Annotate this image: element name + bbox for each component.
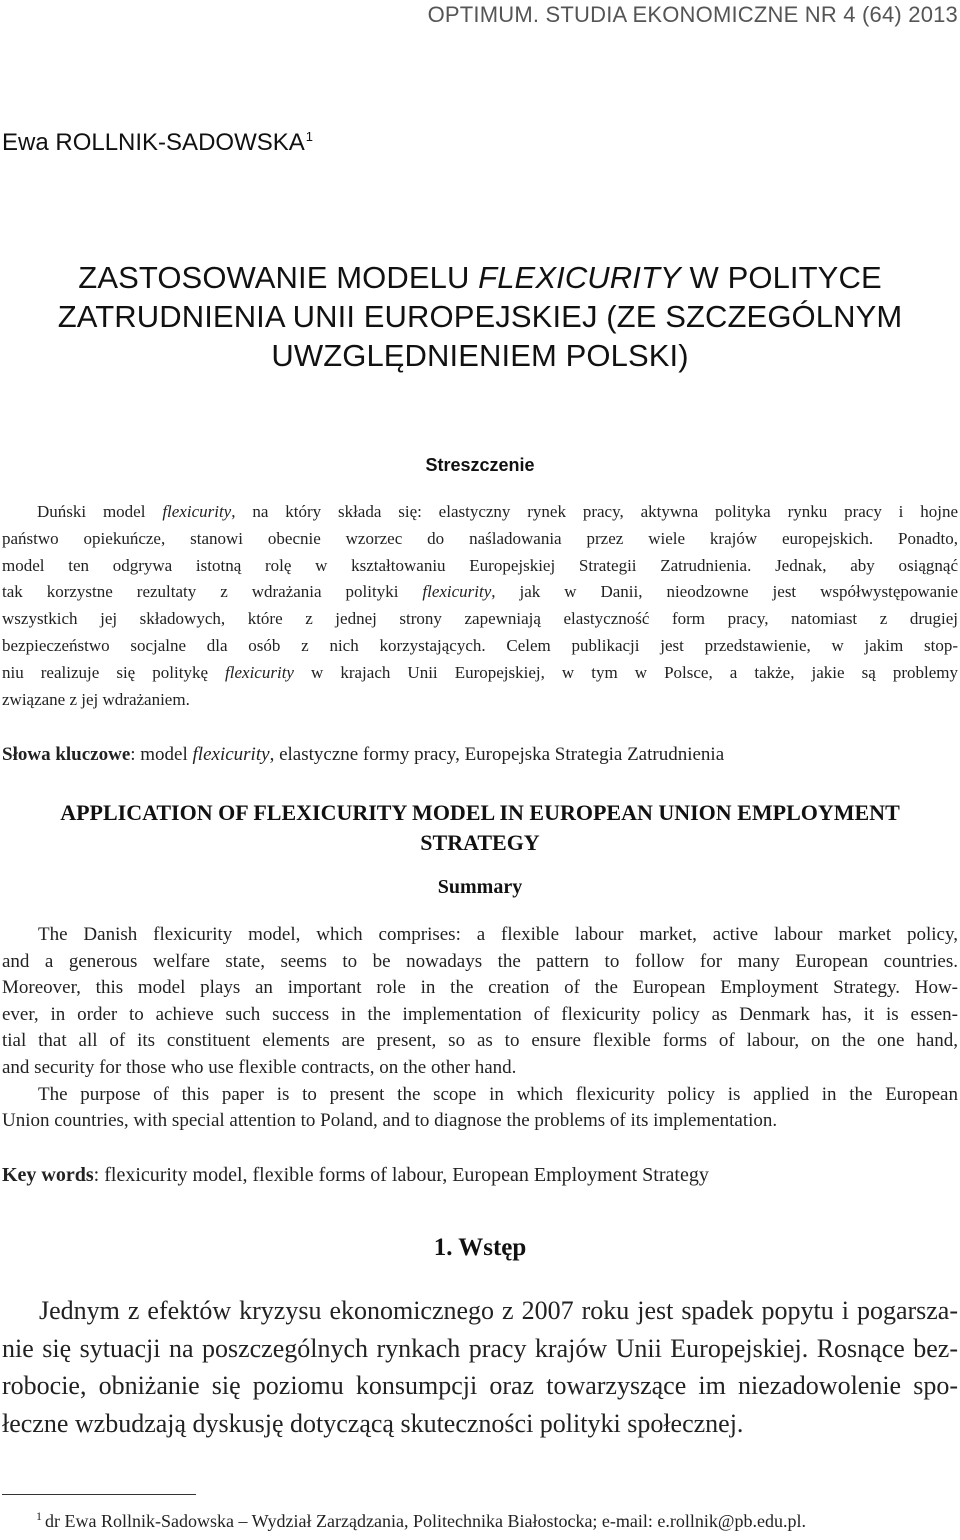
section-heading: 1. Wstęp [433,1234,527,1261]
keywords-label: Key words [2,1164,94,1186]
footnote [36,1509,806,1532]
abstract-line [2,660,958,687]
italic-term: flexicurity [162,502,232,521]
footnote-divider [2,1494,196,1495]
keywords-polish [2,744,724,766]
article-title-polish [0,258,960,375]
summary-english [2,922,958,1135]
summary-line: The purpose of this paper is to present the scope in which flexicurity policy is applied in the European [38,1083,958,1105]
journal-header: OPTIMUM. STUDIA EKONOMICZNE NR 4 (64) 2013 [427,2,958,27]
summary-line: The Danish flexicurity model, which comprises: a flexible labour market, active labour market policy, [38,924,958,945]
abstract-text: , na który składa się: elastyczny rynek pracy, aktywna polityka rynku pracy i hojne [231,502,959,521]
title-en-line-2: STRATEGY [420,830,540,855]
summary-heading: Summary [437,876,523,898]
abstract-line: wszystkich jej składowych, które z jednej strony zapewniają elastyczność form pracy, natomiast z drugiej [2,609,958,629]
abstract-text: , jak w Danii, nieodzowne jest współwystępowanie [491,582,958,602]
summary-line: and a generous welfare state, seems to be nowadays the pattern to follow for many European countries. [2,950,958,972]
abstract-polish [2,499,958,713]
summary-line: and security for those who use flexible contracts, on the other hand. [2,1056,517,1078]
keywords-english [2,1164,709,1187]
summary-line: tial that all of its constituent elements are present, so as to ensure flexible forms of labour, on the one hand, [2,1030,958,1052]
body-line: robocie, obniżanie się poziomu konsumpcji oraz towarzyszące im niezadowolenie spo- [2,1371,958,1400]
abstract-line: państwo opiekuńcze, stanowi obecnie wzorzec do naśladowania przez wiele krajów europejskich. Ponadto, [2,528,958,548]
author-name-text: Ewa ROLLNIK-SADOWSKA [2,129,305,156]
body-line: łeczne wzbudzają dyskusję dotyczącą skuteczności polityki społecznej. [2,1408,744,1438]
abstract-text: tak korzystne rezultaty z wdrażania polityki [2,582,423,602]
body-line: nie się sytuacji na poszczególnych rynkach pracy krajów Unii Europejskiej. Rosnące bez- [2,1333,958,1363]
keywords-text: : model [130,744,193,765]
summary-line: Union countries, with special attention to Poland, and to diagnose the problems of its implementation. [2,1110,778,1132]
title-line-2: ZATRUDNIENIA UNII EUROPEJSKIEJ (ZE SZCZEGÓLNYM [57,299,903,334]
keywords-text: , elastyczne formy pracy, Europejska Strategia Zatrudnienia [269,744,725,765]
footnote-mark: 1 [36,1509,42,1523]
body-line: Jednym z efektów kryzysu ekonomicznego z 2007 roku jest spadek popytu i pogarsza- [39,1296,958,1325]
abstract-heading: Streszczenie [425,455,535,475]
italic-term: flexicurity [225,662,294,682]
footnote-text: dr Ewa Rollnik-Sadowska – Wydział Zarządzania, Politechnika Białostocka; e-mail: e.rollnik@pb.edu.pl. [45,1511,806,1531]
abstract-line: model ten odgrywa istotną rolę w kształtowaniu Europejskiej Strategii Zatrudnienia. Jednak, aby osiągnąć [2,555,958,575]
italic-term: flexicurity [192,744,270,765]
author-footnote-mark[interactable]: 1 [305,129,313,144]
summary-line: Moreover, this model plays an important role in the creation of the European Employment Strategy. How- [2,977,958,999]
abstract-text: niu realizuje się politykę [2,662,226,682]
section-body [2,1292,958,1442]
title-line-3: UWZGLĘDNIENIEM POLSKI) [271,338,689,373]
keywords-label: Słowa kluczowe [2,744,131,765]
keywords-text: : flexicurity model, flexible forms of labour, European Employment Strategy [93,1164,709,1186]
abstract-text: w krajach Unii Europejskiej, w tym w Polsce, a także, jakie są problemy [293,662,958,682]
author-name [2,129,313,157]
abstract-line [2,499,958,526]
summary-line: ever, in order to achieve such success in the implementation of flexicurity policy as Denmark has, it is essen- [2,1003,958,1025]
title-en-line-1: APPLICATION OF FLEXICURITY MODEL IN EUROPEAN UNION EMPLOYMENT [60,800,900,825]
article-title-english [0,798,960,858]
abstract-line: związane z jej wdrażaniem. [2,689,190,709]
abstract-text: Duński model [37,502,163,521]
abstract-line: bezpieczeństwo socjalne dla osób z nich korzystających. Celem publikacji jest przedstawienie, w jakim stop- [2,635,958,655]
title-text: W POLITYCE [680,260,882,295]
title-line-1 [0,258,960,297]
abstract-line [2,579,958,606]
title-italic-term: FLEXICURITY [478,260,681,295]
italic-term: flexicurity [422,582,492,602]
title-text: ZASTOSOWANIE MODELU [78,260,479,295]
